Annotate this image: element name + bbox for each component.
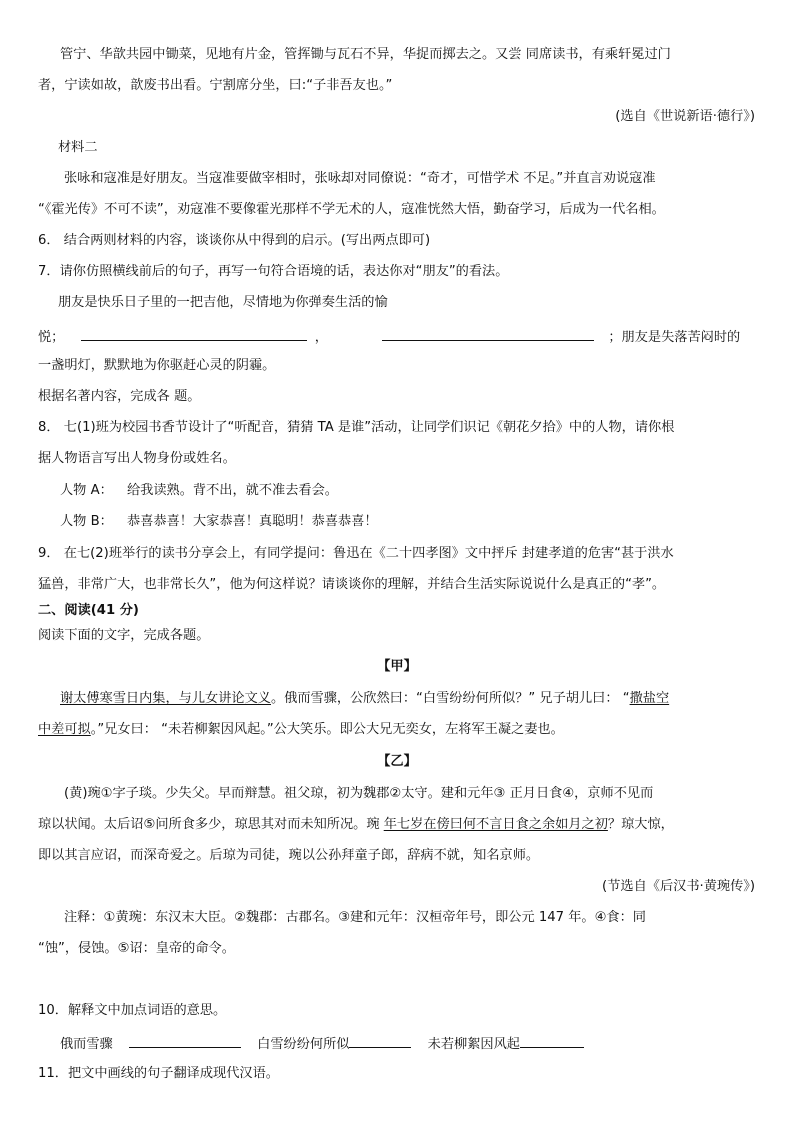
question-7-line2 <box>38 326 740 347</box>
q10-item-1: 俄而雪骤 <box>60 1037 113 1052</box>
notes-line1: 注释：①黄琬：东汉末大臣。②魏郡：古郡名。③建和元年：汉桓帝年号，即公元 147 年。④食：同 <box>64 910 646 925</box>
section-2-title: 二、阅读(41 分) <box>38 603 139 618</box>
question-7-comma: ， <box>314 330 328 345</box>
q10-blank-1[interactable] <box>129 1033 241 1048</box>
q10-blank-3[interactable] <box>520 1033 584 1048</box>
person-b-label: 人物 B： <box>60 514 113 529</box>
q10-blank-2[interactable] <box>349 1033 411 1048</box>
q10-item-2: 白雪纷纷何所似 <box>257 1037 350 1052</box>
question-7-line2-end: ；朋友是失落苦闷时的 <box>608 330 741 345</box>
passage-yi-line2-end: ？琼大惊， <box>607 817 674 832</box>
question-7-line3: 一盏明灯，默默地为你驱赶心灵的阴霾。 <box>38 358 276 373</box>
passage-jia-line2-text: 。”兄女曰： “未若柳絮因风起。”公大笑乐。即公大兄无奕女，左将军王凝之妻也。 <box>90 722 564 737</box>
passage-jia-line1-text: 。俄而雪骤，公欣然曰：“白雪纷纷何所似？” 兄子胡儿曰： “ <box>271 691 630 706</box>
passage-yi-line1: (黄)琬①字子琰。少失父。早而辩慧。祖父琼，初为魏郡②太守。建和元年③ 正月日食④，京师不见而 <box>64 786 654 801</box>
question-11: 11．把文中画线的句子翻译成现代汉语。 <box>38 1066 279 1081</box>
q10-item-3: 未若柳絮因风起 <box>427 1037 520 1052</box>
passage-yi-line3: 即以其言应诏，而深奇爱之。后琼为司徒，琬以公孙拜童子郎，辞病不就，知名京师。 <box>38 848 540 863</box>
material1-line2: 者，宁读如故，歆废书出看。宁割席分坐，曰:“子非吾友也。” <box>38 78 393 93</box>
person-a-label: 人物 A： <box>60 483 113 498</box>
answer-blank-1[interactable] <box>81 326 307 341</box>
passage-yi-line2 <box>38 816 674 834</box>
question-8-line1: 8． 七(1)班为校园书香节设计了“听配音，猜猜 TA 是谁”活动，让同学们识记《朝花夕拾》中的人物，请你根 <box>38 420 675 435</box>
material1-source: (选自《世说新语·德行》) <box>615 109 755 124</box>
question-9-line2: 猛兽，非常广大，也非常长久”，他为何这样说？请谈谈你的理解，并结合生活实际说说什么是真正的“孝”。 <box>38 577 666 592</box>
underlined-sentence-1: 谢太傅寒雪日内集，与儿女讲论文义 <box>60 691 271 706</box>
underlined-sentence-3: 年七岁在傍曰何不言日食之余如月之初 <box>383 817 608 832</box>
material2-line2: “《霍光传》不可不读”，劝寇准不要像霍光那样不学无术的人，寇准恍然大悟，勤奋学习，后成为一代名相。 <box>38 202 665 217</box>
passage-jia-title: 【甲】 <box>377 659 417 674</box>
classic-heading: 根据名著内容，完成各 题。 <box>38 389 201 404</box>
question-6: 6． 结合两则材料的内容，谈谈你从中得到的启示。(写出两点即可) <box>38 233 431 248</box>
person-a-text: 给我读熟。背不出，就不准去看会。 <box>126 483 338 498</box>
question-10-items <box>60 1033 584 1054</box>
material2-heading: 材料二 <box>58 140 98 155</box>
passage-yi-line2-start: 琼以状闻。太后诏⑤问所食多少，琼思其对而未知所况。琬 <box>38 817 384 832</box>
question-7-stem: 7．请你仿照横线前后的句子，再写一句符合语境的话，表达你对“朋友”的看法。 <box>38 264 509 279</box>
material2-line1: 张咏和寇准是好朋友。当寇准要做宰相时，张咏却对同僚说：“奇才，可惜学术 不足。”并直言劝说寇准 <box>64 171 656 186</box>
section-2-instruction: 阅读下面的文字，完成各题。 <box>38 628 210 643</box>
notes-line2: “蚀”，侵蚀。⑤诏：皇帝的命令。 <box>38 941 235 956</box>
passage-jia-line2 <box>38 721 564 739</box>
answer-blank-2[interactable] <box>382 326 594 341</box>
question-8-line2: 据人物语言写出人物身份或姓名。 <box>38 451 236 466</box>
material1-line1: 管宁、华歆共园中锄菜，见地有片金，管挥锄与瓦石不异，华捉而掷去之。又尝 同席读书，有乘轩冕过门 <box>60 47 671 62</box>
question-7-line2-start: 悦； <box>38 330 65 345</box>
underlined-sentence-2b: 中差可拟 <box>38 722 91 737</box>
passage-yi-title: 【乙】 <box>377 754 417 769</box>
person-b <box>60 513 378 531</box>
passage-yi-source: (节选自《后汉书·黄琬传》) <box>602 879 755 894</box>
question-10-stem: 10．解释文中加点词语的意思。 <box>38 1003 227 1018</box>
passage-jia-line1 <box>60 690 669 708</box>
question-7-line1: 朋友是快乐日子里的一把吉他，尽情地为你弹奏生活的愉 <box>58 295 388 310</box>
person-b-text: 恭喜恭喜！大家恭喜！真聪明！恭喜恭喜！ <box>127 514 378 529</box>
underlined-sentence-2a: 撒盐空 <box>629 691 670 706</box>
person-a <box>60 482 338 500</box>
question-9-line1: 9． 在七(2)班举行的读书分享会上，有同学提问：鲁迅在《二十四孝图》文中抨斥 封建孝道的危害“甚于洪水 <box>38 546 674 561</box>
